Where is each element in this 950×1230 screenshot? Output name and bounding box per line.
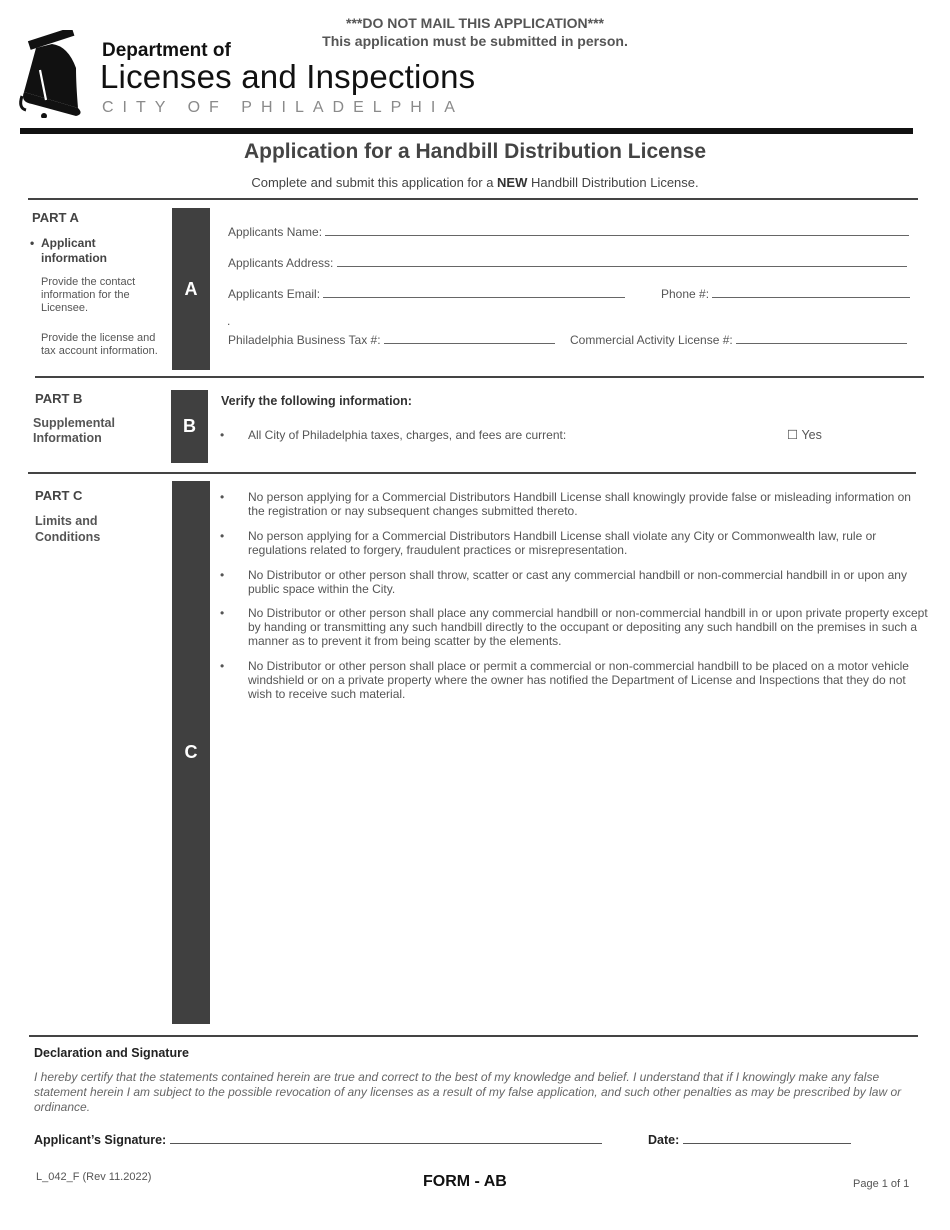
declaration-heading: Declaration and Signature bbox=[34, 1046, 189, 1060]
business-tax-field[interactable]: Philadelphia Business Tax #: bbox=[228, 331, 555, 347]
part-a-note-license: Provide the license and tax account information. bbox=[41, 332, 158, 357]
section-divider bbox=[29, 1035, 918, 1037]
condition-item: • No person applying for a Commercial Distributors Handbill License shall violate any City or Commonwealth law, rule or regulations related to forgery, fraudulent practices or misrepresentation. bbox=[220, 529, 877, 557]
notice-line-2: This application must be submitted in person. bbox=[322, 33, 628, 49]
date-field[interactable]: Date: bbox=[648, 1131, 851, 1147]
part-c-heading: Limits and Conditions bbox=[35, 514, 101, 544]
part-a-bar: A bbox=[172, 208, 210, 370]
commercial-activity-license-field[interactable]: Commercial Activity License #: bbox=[570, 331, 907, 347]
verify-item: • All City of Philadelphia taxes, charges, and fees are current: bbox=[220, 428, 567, 442]
part-a-label: PART A bbox=[32, 210, 79, 225]
part-c-label: PART C bbox=[35, 488, 83, 503]
form-title: Application for a Handbill Distribution License bbox=[243, 140, 707, 163]
header-divider bbox=[20, 128, 913, 134]
condition-item: • No person applying for a Commercial Distributors Handbill License shall knowingly provide false or misleading information on the registration or nay subsequent changes submitted thereto. bbox=[220, 490, 911, 518]
applicant-signature-field[interactable]: Applicant’s Signature: bbox=[34, 1131, 602, 1147]
section-divider bbox=[35, 376, 924, 378]
form-name: FORM - AB bbox=[423, 1173, 507, 1190]
declaration-text: I hereby certify that the statements contained herein are true and correct to the best of my knowledge and belief. I understand that if I knowingly make any false statement herein I am subject to the possible revocation of any licenses as a result of my false application, and such other penalties as may be prescribed by law or ordinance. bbox=[34, 1070, 902, 1114]
stray-dot: . bbox=[227, 314, 231, 328]
section-divider bbox=[28, 472, 916, 474]
condition-item: • No Distributor or other person shall place or permit a commercial or non-commercial handbill to be placed on a motor vehicle windshield or on a private property where the owner has notified the Department of License and Inspections that they do not wish to receive such material. bbox=[220, 659, 909, 701]
taxes-current-checkbox[interactable]: ☐ Yes bbox=[787, 428, 822, 442]
page-number: Page 1 of 1 bbox=[853, 1178, 910, 1190]
part-b-bar: B bbox=[171, 390, 208, 463]
phone-field[interactable]: Phone #: bbox=[661, 285, 910, 301]
applicant-name-field[interactable]: Applicants Name: bbox=[228, 223, 909, 239]
condition-item: • No Distributor or other person shall place any commercial handbill or non-commercial handbill in or upon private property except by handing or transmitting any such handbill directly to the occupant or depositing any such handbill on the premises in such a manner as to prevent it from being scatter by the elements. bbox=[220, 606, 928, 648]
department-of-label: Department of bbox=[102, 40, 231, 61]
form-subtitle: Complete and submit this application for a NEW Handbill Distribution License. bbox=[251, 175, 699, 190]
condition-item: • No Distributor or other person shall throw, scatter or cast any commercial handbill or non-commercial handbill in or upon any public space within the City. bbox=[220, 568, 907, 596]
city-label: CITY OF PHILADELPHIA bbox=[102, 99, 464, 116]
department-name: Licenses and Inspections bbox=[100, 58, 476, 95]
part-a-note-contact: Provide the contact information for the Licensee. bbox=[41, 276, 136, 314]
part-b-heading: Supplemental Information bbox=[33, 416, 115, 445]
section-divider bbox=[28, 198, 918, 200]
liberty-bell-icon bbox=[18, 30, 88, 118]
part-c-bar: C bbox=[172, 481, 210, 1024]
part-b-label: PART B bbox=[35, 391, 83, 406]
applicant-email-field[interactable]: Applicants Email: bbox=[228, 285, 625, 301]
notice-line-1: ***DO NOT MAIL THIS APPLICATION*** bbox=[346, 15, 604, 31]
verify-heading: Verify the following information: bbox=[221, 394, 412, 408]
applicant-address-field[interactable]: Applicants Address: bbox=[228, 254, 907, 270]
form-code: L_042_F (Rev 11.2022) bbox=[36, 1171, 152, 1183]
